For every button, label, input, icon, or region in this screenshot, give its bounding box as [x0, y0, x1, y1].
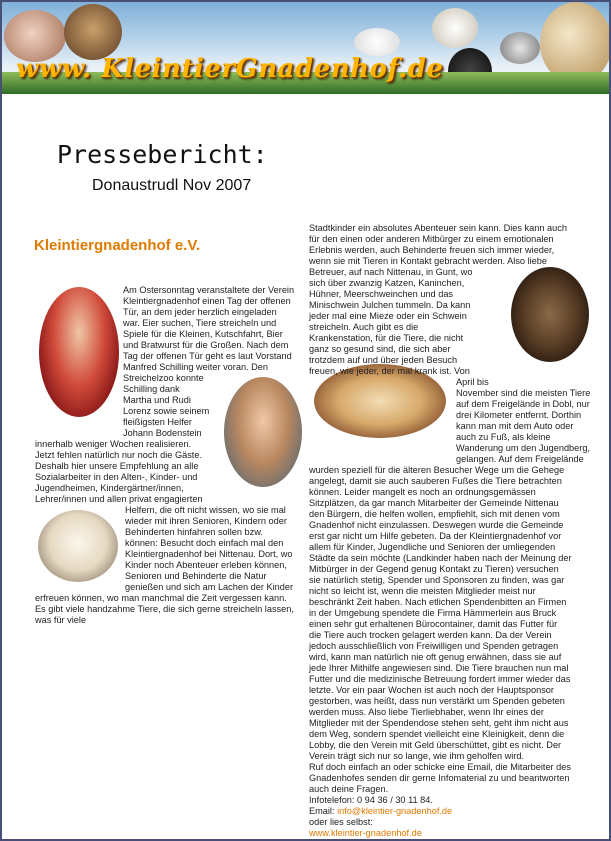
body-text-line: Futter und die medizinische Betreuung fordert immer wieder das — [309, 674, 571, 684]
duck-photo — [354, 28, 400, 56]
body-text-line: was für viele — [35, 615, 87, 625]
body-text-line: ganz so gesund sind, die sich aber — [309, 344, 451, 354]
page-subtitle: Donaustrudl Nov 2007 — [92, 177, 252, 194]
body-text-line: beschränkt Zeit haben. Nach etlichen Spendenbitten an Firmen — [309, 597, 567, 607]
body-text-line: Hühner, Meerschweinchen und das — [309, 289, 454, 299]
body-text-line: genießen und sich am Lachen der Kinder — [125, 582, 294, 592]
cat-in-basket-photo — [511, 267, 589, 362]
body-text-line: Tür, an dem jeder herzlich eingeladen — [123, 307, 277, 317]
body-text-line: Manfred Schilling weiter voran. Den — [123, 362, 269, 372]
body-text-line: erfreuen können, wo man manchmal die Zeit vergessen kann. — [35, 593, 287, 603]
cat-photo — [64, 4, 122, 60]
body-text-line: trotzdem auf und über jeden Besuch — [309, 355, 458, 365]
body-text-line: freuen, wie jeder, der mal krank ist. Von — [309, 366, 470, 376]
body-text-line: wenn sie mit Tieren in Kontakt gebracht werden. Also liebe — [309, 256, 547, 266]
body-text-line: wurden speziell für die älteren Besucher Wege um die Gehege — [309, 465, 565, 475]
body-text-line: einen sehr gut erhaltenen Bürocontainer, damit das Futter für — [309, 619, 558, 629]
body-text-line: streicheln. Auch gibt es die — [309, 322, 419, 332]
body-text-line: November sind die meisten Tiere — [456, 388, 591, 398]
body-text-line: Stadtkinder ein absolutes Abenteuer sein kann. Dies kann auch — [309, 223, 567, 233]
body-text-line: Wanderung um den Jugendberg, — [456, 443, 590, 453]
woman-with-cat-photo — [39, 287, 119, 417]
body-text-line: Betreuer, auf nach Nittenau, in Gunt, wo — [309, 267, 473, 277]
body-text-line: Am Ostersonntag veranstaltete der Verein — [123, 285, 295, 295]
body-text-line: auch zu Fuß, als kleine — [456, 432, 551, 442]
website-link[interactable]: www.kleintier-gnadenhof.de — [309, 828, 422, 838]
body-text-line: Spiele für die Kleinen, Kutschfahrt, Bier — [123, 329, 283, 339]
body-text-line: Senioren und Behinderte die Natur — [125, 571, 267, 581]
body-text-line: Mitglieder mit der Spendendose stehen seht, geht ihm nicht aus — [309, 718, 569, 728]
email-row — [309, 806, 452, 817]
body-text-line: April bis — [456, 377, 489, 387]
body-text-line: Schilling dank — [123, 384, 180, 394]
body-text-line: gestorben, was heißt, dass nun verstärkt um Spenden gebeten — [309, 696, 565, 706]
body-text-line: Deshalb hier unsere Empfehlung an alle — [35, 461, 199, 471]
read-more-text: oder lies selbst: — [309, 817, 373, 827]
body-text-line: Gnadenhof nicht einzulassen. Deswegen wurde die Gemeinde — [309, 520, 564, 530]
body-text-line: kann man mit dem Auto oder — [456, 421, 574, 431]
body-text-line: und Bratwurst für die Großen. Nach dem — [123, 340, 289, 350]
body-text-line: letzte. Vor ein paar Wochen ist auch noch der Hauptsponsor — [309, 685, 554, 695]
body-text-line: sie natürlich stetig, Spender und Sponsoren zu finden, was gar — [309, 575, 565, 585]
poodle-dog-photo — [38, 510, 118, 582]
body-text-line: Jugendheimen, Kindergärtner/innen, — [35, 483, 184, 493]
body-text-line: Kleintiergnadenhof einen Tag der offenen — [123, 296, 291, 306]
body-text-line: war. Eier suchen, Tiere streicheln und — [123, 318, 277, 328]
body-text-line: nicht so leicht ist, wenn die meisten Mitglieder meist nur — [309, 586, 536, 596]
body-text-line: jeder mal eine Mieze oder ein Schwein — [309, 311, 467, 321]
body-text-line: jede Ihrer Mithilfe angewiesen sind. Die Tiere brauchen nun mal — [309, 663, 569, 673]
body-text-line: Kleintiergnadenhof bei Nittenau. Dort, wo — [125, 549, 293, 559]
body-text-line: den Bürgern, die helfen wollen, empfiehlt, sich mit denen vom — [309, 509, 560, 519]
body-text-line: fleißigsten Helfer — [123, 417, 192, 427]
body-text-line: Tag der offenen Tür geht es laut Vorstand — [123, 351, 292, 361]
body-text-line: Martha und Rudi — [123, 395, 191, 405]
email-link[interactable]: info@kleintier-gnadenhof.de — [337, 806, 453, 816]
body-text-line: Minischwein Julchen tummeln. Da kann — [309, 300, 471, 310]
page-title: Pressebericht: — [57, 140, 268, 169]
body-text-line: erst gar nicht um Hilfe gebeten. Da der Kleintiergnadenhof vor — [309, 531, 562, 541]
body-text-line: Verein trägt sich nur so lange, wie ihm geholfen wird. — [309, 751, 524, 761]
body-text-line: Behinderten hinfahren sollen bzw. — [125, 527, 263, 537]
organization-name: Kleintiergnadenhof e.V. — [34, 237, 201, 254]
body-text-line: Jetzt fehlen natürlich nur noch die Gäste. — [35, 450, 203, 460]
body-text-line: gelangen. Auf dem Freigelände — [456, 454, 584, 464]
body-text-line: die Tiere auch trocken gelagert werden kann. Da der Verein — [309, 630, 552, 640]
body-text-line: Infotelefon: 0 94 36 / 30 11 84. — [309, 795, 433, 805]
body-text-line: Sozialarbeiter in den Alten-, Kinder- und — [35, 472, 198, 482]
body-text-line: Kinder noch Abenteuer erleben können, — [125, 560, 287, 570]
man-with-cat-photo — [224, 377, 302, 487]
email-label: Email: — [309, 806, 335, 816]
body-text-line: können. Leider mangelt es noch an ordnungsgemässen — [309, 487, 536, 497]
body-text-line: Sitzplätzen, da gar manch Mitarbeiter der Gemeinde Nittenau — [309, 498, 559, 508]
body-text-line: können: Besucht doch einfach mal den — [125, 538, 284, 548]
header-banner — [2, 2, 609, 94]
body-text-line: Erlebnis werden, auch Behinderte freuen sich immer wieder, — [309, 245, 555, 255]
body-text-line: auf dem Freigelände in Dobl, nur — [456, 399, 590, 409]
body-text-line: dem Weg, sondern spendet vielleicht eine Kleinigkeit, denn die — [309, 729, 565, 739]
body-text-line: werden muss. Also liebe Tierliebhaber, wenn Ihr eines der — [309, 707, 544, 717]
body-text-line: in der Umgebung spendete die Firma Hämmerlein aus Bruck — [309, 608, 557, 618]
body-text-line: auch deine Fragen. — [309, 784, 389, 794]
body-text-line: drei Kilometer entfernt. Dorthin — [456, 410, 582, 420]
body-text-line: Städte da sein möchte (Landkinder haben nach der Meinung der — [309, 553, 572, 563]
body-text-line: Lehrer/innen und allen privat engagierten — [35, 494, 203, 504]
body-text-line: jedoch ausschließlich von Freiwilligen und Spenden getragen — [309, 641, 559, 651]
body-text-line: innerhalb weniger Wochen realisieren. — [35, 439, 192, 449]
body-text-line: Mitbürger in der Gegend genug Kontakt zu Tieren) versuchen — [309, 564, 559, 574]
body-text-line: sich über zwanzig Katzen, Kaninchen, — [309, 278, 465, 288]
body-text-line: für den einen oder anderen Mitbürger zu einem emotionalen — [309, 234, 554, 244]
body-text-line: Ruf doch einfach an oder schicke eine Email, die Mitarbeiter des — [309, 762, 571, 772]
kitten-photo — [500, 32, 540, 64]
body-text-line: wird, kann man natürlich nie oft genug erwähnen, dass sie auf — [309, 652, 562, 662]
body-text-line: allem für Kinder, Jugendliche und Senioren der umliegenden — [309, 542, 556, 552]
body-text-line: Lobby, die den Verein mit Geld überschüttet, gibt es nicht. Der — [309, 740, 562, 750]
body-text-line: Streichelzoo konnte — [123, 373, 204, 383]
body-text-line: Johann Bodenstein — [123, 428, 202, 438]
site-logo[interactable]: www. KleintierGnadenhof.de — [16, 54, 444, 84]
body-text-line: Gnadenhofes senden dir gerne Infomaterial zu und beantworten — [309, 773, 570, 783]
body-text-line: Lorenz sowie seinem — [123, 406, 210, 416]
body-text-line: angelegt, damit sie auch sauberen Fußes die Tiere betrachten — [309, 476, 562, 486]
body-text-line: Krankenstation, für die Tiere, die nicht — [309, 333, 464, 343]
goat-photo — [432, 8, 478, 48]
body-text-line: wieder mit ihren Senioren, Kindern oder — [125, 516, 287, 526]
body-text-line: Es gibt viele handzahme Tiere, die sich gerne streicheln lassen, — [35, 604, 294, 614]
body-text-line: Helfern, die oft nicht wissen, wo sie mal — [125, 505, 286, 515]
